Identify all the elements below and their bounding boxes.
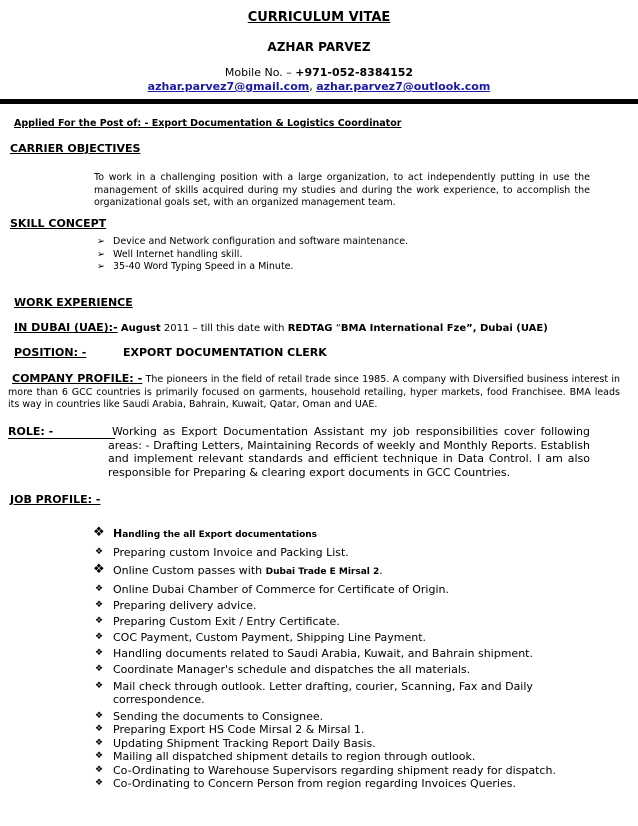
email-separator: , bbox=[309, 80, 317, 93]
job-item: ❖ Co-Ordinating to Concern Person from region regarding Invoices Queries. bbox=[95, 777, 516, 791]
experience-line bbox=[14, 321, 548, 334]
email-link-outlook[interactable]: azhar.parvez7@outlook.com bbox=[316, 80, 491, 93]
role-text: Working as Export Documentation Assistant my job responsibilities cover following areas: - Drafting Letters, Maintaining Records of weekly and Monthly Reports. Establish and implement relevant standards and efficient technique in Data Control. I am also responsible for Preparing & clearing export documents in GCC Countries. bbox=[108, 425, 590, 479]
four-diamond-bullet-icon: ❖ bbox=[95, 751, 104, 762]
header-divider bbox=[0, 99, 638, 104]
experience-company: BMA International Fze”, Dubai (UAE) bbox=[340, 323, 548, 334]
skill-item: ➢ Device and Network configuration and software maintenance. bbox=[97, 236, 409, 247]
four-diamond-bullet-icon: ❖ bbox=[95, 599, 104, 610]
four-diamond-bullet-icon: ❖ bbox=[95, 764, 104, 775]
job-item: ❖ Handling documents related to Saudi Arabia, Kuwait, and Bahrain shipment. bbox=[95, 647, 533, 661]
objectives-heading: CARRIER OBJECTIVES bbox=[10, 142, 141, 155]
four-diamond-bullet-icon: ❖ bbox=[95, 648, 104, 659]
experience-month: August bbox=[120, 323, 161, 334]
four-diamond-bullet-icon: ❖ bbox=[95, 632, 104, 643]
job-item: ❖ COC Payment, Custom Payment, Shipping Line Payment. bbox=[95, 631, 427, 645]
skills-list bbox=[97, 236, 577, 274]
experience-years: 2011 – till this date with bbox=[160, 323, 288, 334]
mobile-label: Mobile No. – bbox=[224, 66, 296, 79]
arrow-bullet-icon: ➢ bbox=[97, 261, 105, 272]
job-item: ❖ Mail check through outlook. Letter drafting, courier, Scanning, Fax and Daily correspondence. bbox=[95, 679, 533, 707]
job-item: ❖ Handling the all Export documentations bbox=[93, 525, 318, 540]
skills-heading: SKILL CONCEPT bbox=[10, 217, 107, 230]
job-profile-heading: JOB PROFILE: - bbox=[10, 493, 101, 506]
email-line bbox=[0, 80, 638, 93]
job-item: ❖ Online Dubai Chamber of Commerce for Certificate of Origin. bbox=[95, 582, 449, 596]
company-profile-label: COMPANY PROFILE: - bbox=[12, 372, 143, 385]
position-value: EXPORT DOCUMENTATION CLERK bbox=[123, 346, 327, 359]
experience-quote: “ bbox=[332, 323, 341, 334]
position-label: POSITION: - bbox=[14, 346, 87, 359]
four-diamond-bullet-icon: ❖ bbox=[95, 737, 104, 748]
job-item: ❖ Coordinate Manager's schedule and dispatches the all materials. bbox=[95, 663, 471, 677]
job-item: ❖ Mailing all dispatched shipment details to region through outlook. bbox=[95, 750, 476, 764]
email-link-gmail[interactable]: azhar.parvez7@gmail.com bbox=[147, 80, 310, 93]
arrow-bullet-icon: ➢ bbox=[97, 236, 105, 247]
four-diamond-bullet-icon: ❖ bbox=[95, 664, 104, 675]
candidate-name: AZHAR PARVEZ bbox=[267, 40, 371, 54]
company-profile-text: The pioneers in the field of retail trade since 1985. A company with Diversified business interest in more than 6 GCC countries is primarily focused on garments, household retailing, hyper markets, food Franchisee. BMA leads its way in countries like Saudi Arabia, Bahrain, Kuwait, Qatar, Oman and UAE. bbox=[8, 374, 620, 410]
skill-item: ➢ Well Internet handling skill. bbox=[97, 248, 243, 260]
job-profile-list bbox=[93, 527, 593, 791]
role-label-wrap bbox=[8, 425, 115, 439]
four-diamond-bullet-icon: ❖ bbox=[95, 583, 104, 594]
four-diamond-bullet-icon: ❖ bbox=[95, 615, 104, 626]
experience-brand: REDTAG bbox=[287, 323, 333, 334]
company-profile bbox=[8, 373, 620, 412]
mobile-number: +971-052-8384152 bbox=[295, 66, 414, 79]
applied-post: Applied For the Post of: - Export Documentation & Logistics Coordinator bbox=[14, 118, 402, 129]
arrow-bullet-icon: ➢ bbox=[97, 248, 105, 260]
document-title: CURRICULUM VITAE bbox=[247, 10, 391, 25]
experience-location: IN DUBAI (UAE):- bbox=[14, 321, 118, 334]
job-item: ❖ Online Custom passes with Dubai Trade E Mirsal 2. bbox=[93, 562, 383, 577]
job-item: ❖ Preparing Custom Exit / Entry Certificate. bbox=[95, 614, 340, 628]
job-item: ❖ Preparing delivery advice. bbox=[95, 598, 257, 612]
four-diamond-bullet-icon: ❖ bbox=[95, 680, 104, 691]
skill-item: ➢ 35-40 Word Typing Speed in a Minute. bbox=[97, 261, 294, 272]
mobile-line bbox=[0, 66, 638, 79]
position-line bbox=[14, 346, 86, 359]
job-item: ❖ Preparing Export HS Code Mirsal 2 & Mirsal 1. bbox=[95, 723, 365, 737]
objectives-text: To work in a challenging position with a large organization, to act independently putting in use the management of skills acquired during my studies and during the work experience, to accomplish the organizational goals set, with an organized management team. bbox=[94, 172, 590, 208]
four-diamond-bullet-icon: ❖ bbox=[93, 562, 105, 577]
four-diamond-bullet-icon: ❖ bbox=[93, 525, 105, 540]
experience-heading: WORK EXPERIENCE bbox=[14, 296, 133, 309]
job-item: ❖ Co-Ordinating to Warehouse Supervisors regarding shipment ready for dispatch. bbox=[95, 763, 556, 777]
four-diamond-bullet-icon: ❖ bbox=[95, 546, 104, 557]
role-label: ROLE: - bbox=[8, 425, 54, 438]
job-item: ❖ Updating Shipment Tracking Report Daily Basis. bbox=[95, 736, 376, 750]
four-diamond-bullet-icon: ❖ bbox=[95, 778, 104, 789]
job-item: ❖ Preparing custom Invoice and Packing List. bbox=[95, 545, 349, 559]
four-diamond-bullet-icon: ❖ bbox=[95, 724, 104, 735]
four-diamond-bullet-icon: ❖ bbox=[95, 710, 104, 721]
job-item: ❖ Sending the documents to Consignee. bbox=[95, 709, 324, 723]
